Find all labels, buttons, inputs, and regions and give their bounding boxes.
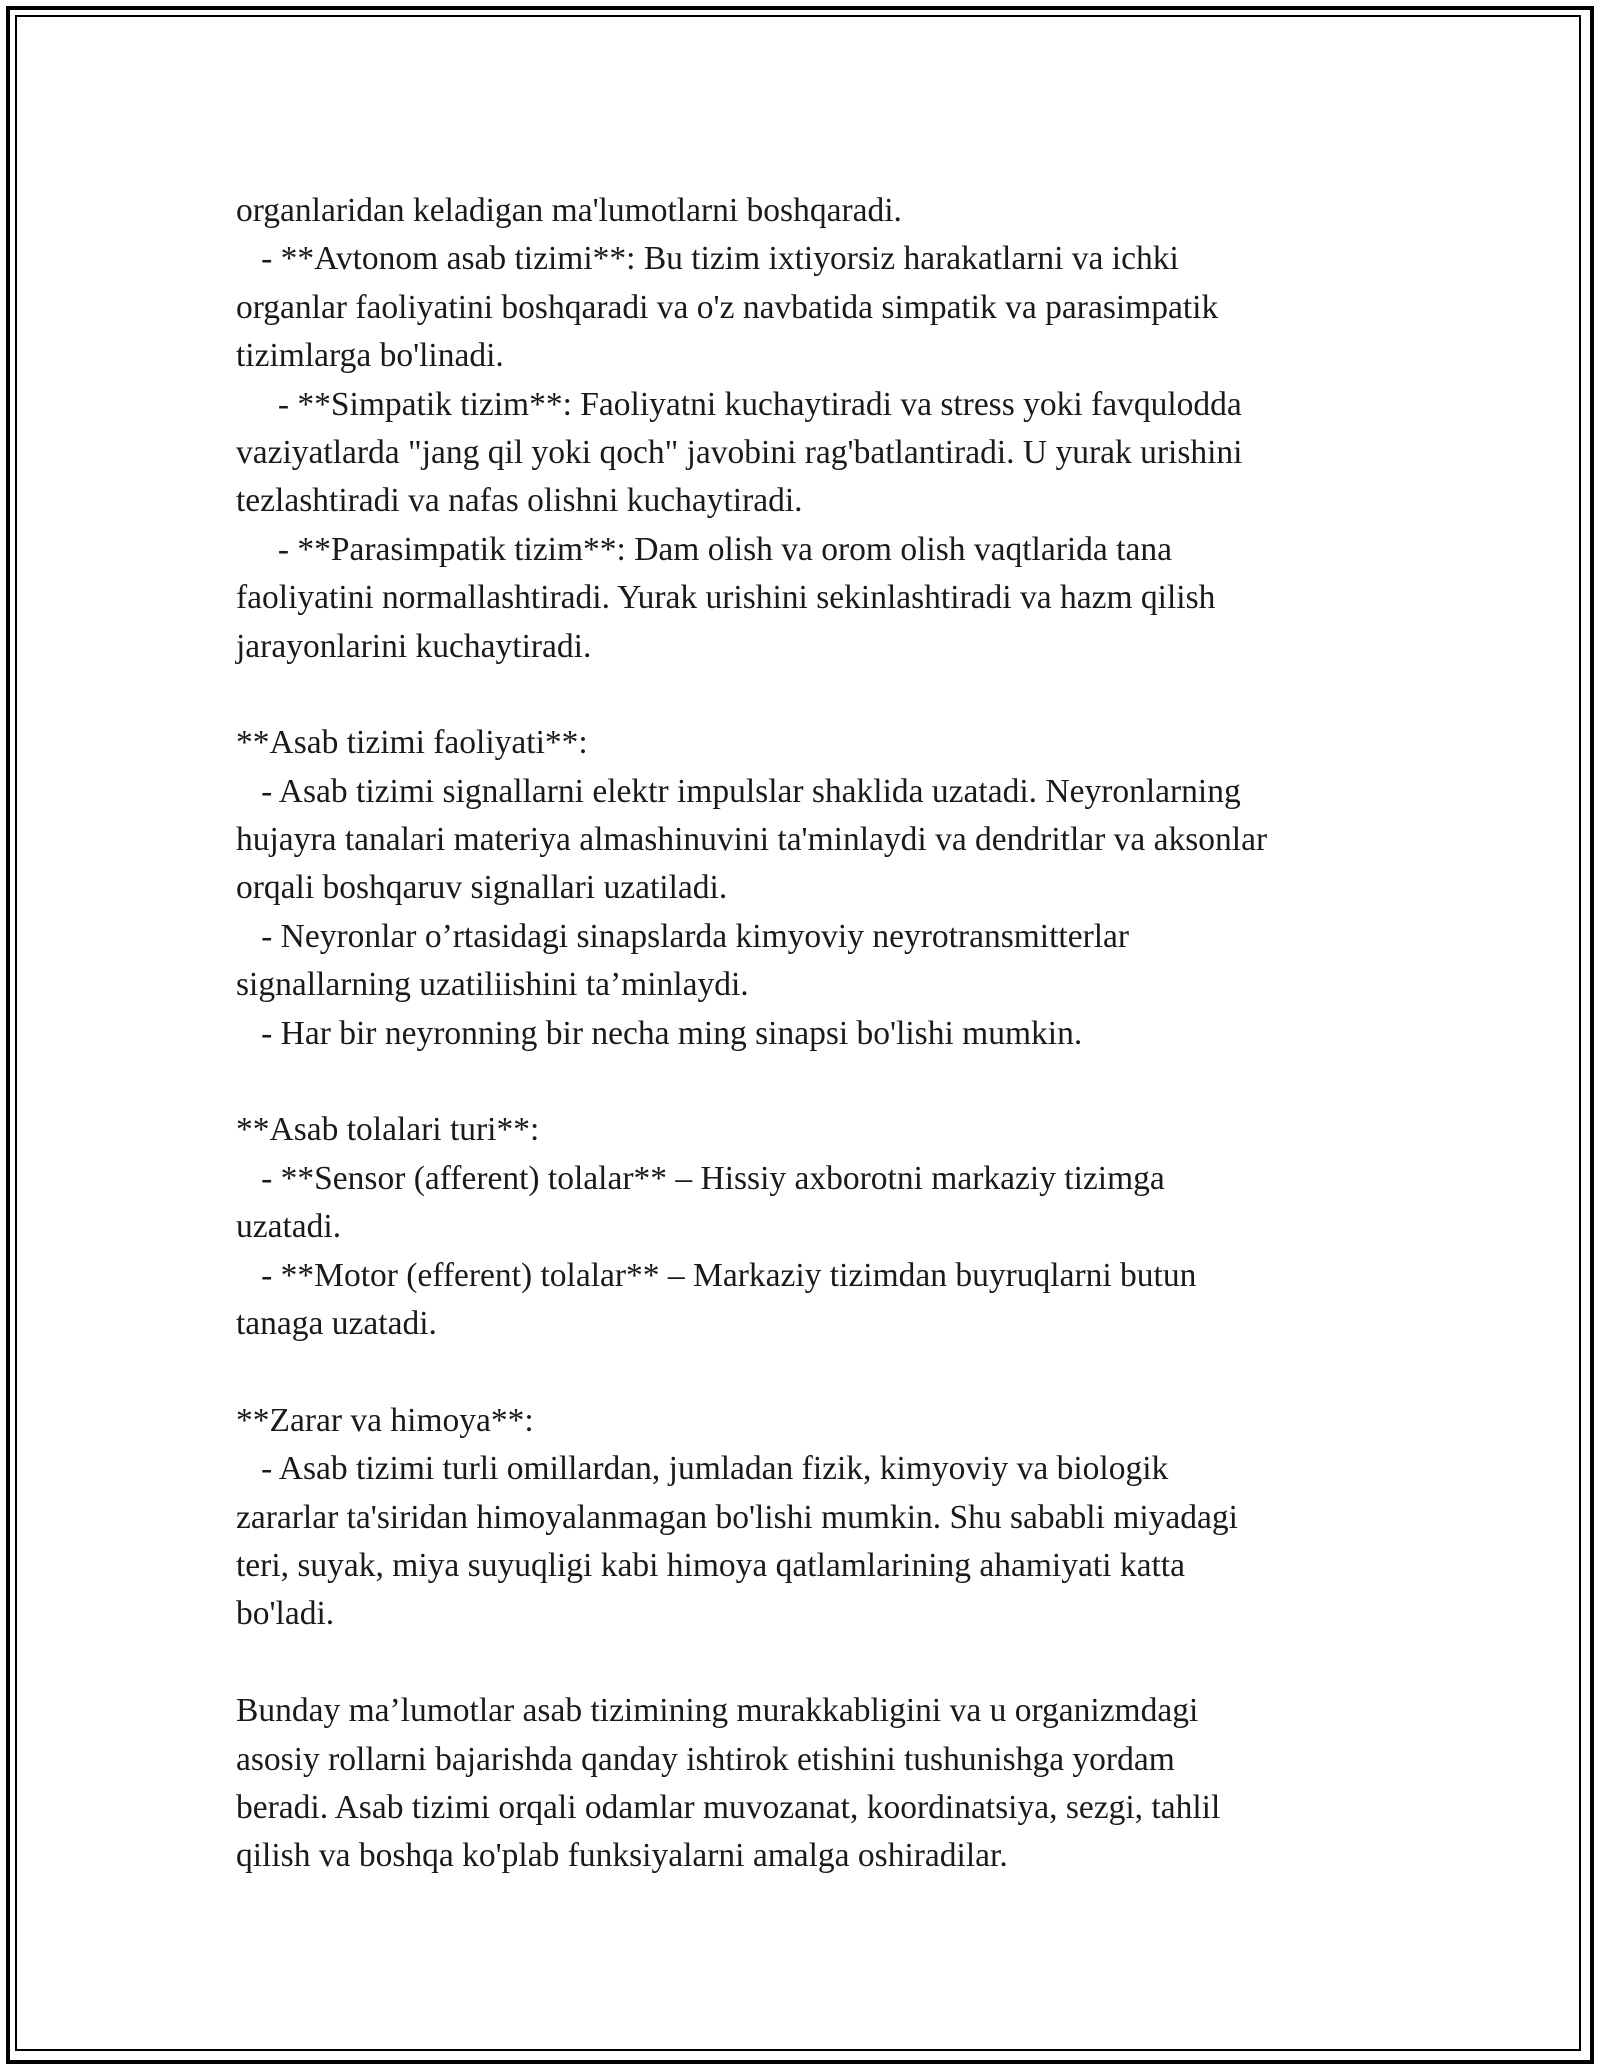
text-line: signallarning uzatiliishini ta’minlaydi.: [236, 966, 749, 1004]
text-line: qilish va boshqa ko'plab funksiyalarni amalga oshiradilar.: [236, 1837, 1008, 1875]
text-line: **Zarar va himoya**:: [236, 1401, 534, 1439]
text-line: orqali boshqaruv signallari uzatiladi.: [236, 869, 728, 907]
text-line: - **Sensor (afferent) tolalar** – Hissiy axborotni markaziy tizimga: [236, 1159, 1165, 1197]
text-line: asosiy rollarni bajarishda qanday ishtirok etishini tushunishga yordam: [236, 1740, 1175, 1778]
text-line: - **Parasimpatik tizim**: Dam olish va orom olish vaqtlarida tana: [236, 530, 1172, 568]
blank-line: [236, 1639, 1396, 1687]
text-line: jarayonlarini kuchaytiradi.: [236, 627, 592, 665]
text-line: - Har bir neyronning bir necha ming sinapsi bo'lishi mumkin.: [236, 1014, 1083, 1052]
text-line: **Asab tolalari turi**:: [236, 1111, 540, 1149]
blank-line: [236, 671, 1396, 719]
text-line: tizimlarga bo'linadi.: [236, 337, 504, 375]
blank-line: [236, 1058, 1396, 1106]
text-line: vaziyatlarda "jang qil yoki qoch" javobini rag'batlantiradi. U yurak urishini: [236, 433, 1243, 471]
text-line: organlar faoliyatini boshqaradi va o'z navbatida simpatik va parasimpatik: [236, 288, 1219, 326]
text-line: bo'ladi.: [236, 1595, 335, 1633]
text-line: **Asab tizimi faoliyati**:: [236, 724, 588, 762]
text-line: tanaga uzatadi.: [236, 1304, 437, 1342]
text-line: organlaridan keladigan ma'lumotlarni boshqaradi.: [236, 192, 902, 229]
text-line: - **Simpatik tizim**: Faoliyatni kuchaytiradi va stress yoki favqulodda: [236, 385, 1242, 423]
text-line: Bunday ma’lumotlar asab tizimining murakkabligini va u organizmdagi: [236, 1692, 1199, 1730]
document-body: [236, 187, 1396, 1881]
text-line: teri, suyak, miya suyuqligi kabi himoya qatlamlarining ahamiyati katta: [236, 1546, 1185, 1584]
text-line: beradi. Asab tizimi orqali odamlar muvozanat, koordinatsiya, sezgi, tahlil: [236, 1788, 1221, 1826]
blank-line: [236, 1348, 1396, 1396]
text-line: - **Avtonom asab tizimi**: Bu tizim ixtiyorsiz harakatlarni va ichki: [236, 240, 1179, 278]
text-line: faoliyatini normallashtiradi. Yurak urishini sekinlashtiradi va hazm qilish: [236, 579, 1216, 617]
text-line: zararlar ta'siridan himoyalanmagan bo'lishi mumkin. Shu sababli miyadagi: [236, 1498, 1238, 1536]
text-line: - Asab tizimi turli omillardan, jumladan fizik, kimyoviy va biologik: [236, 1450, 1169, 1488]
text-line: tezlashtiradi va nafas olishni kuchaytiradi.: [236, 482, 803, 520]
text-line: - **Motor (efferent) tolalar** – Markaziy tizimdan buyruqlarni butun: [236, 1256, 1197, 1294]
text-line: hujayra tanalari materiya almashinuvini ta'minlaydi va dendritlar va aksonlar: [236, 821, 1268, 859]
text-line: - Asab tizimi signallarni elektr impulslar shaklida uzatadi. Neyronlarning: [236, 772, 1241, 810]
text-line: - Neyronlar o’rtasidagi sinapslarda kimyoviy neyrotransmitterlar: [236, 917, 1130, 955]
text-line: uzatadi.: [236, 1208, 342, 1246]
